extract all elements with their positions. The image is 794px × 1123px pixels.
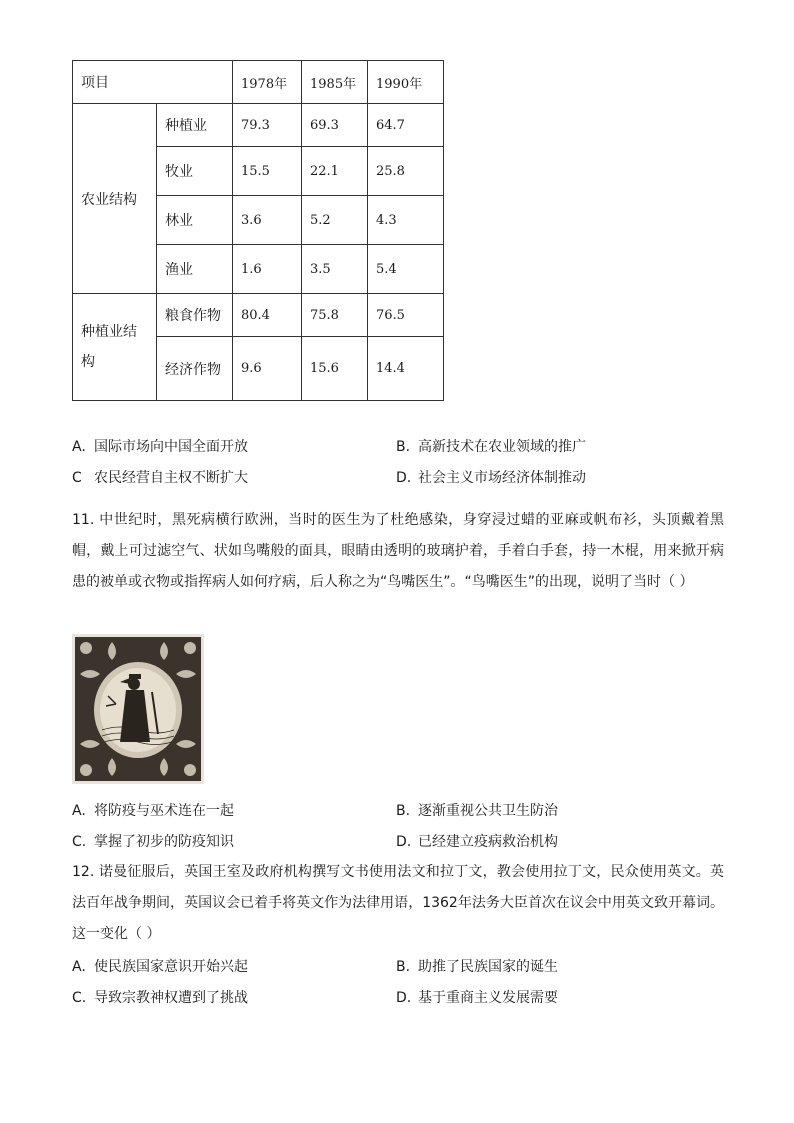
value-cell: 14.4 <box>368 337 444 401</box>
q12-option-d[interactable] <box>396 987 558 1007</box>
option-text: 逐渐重视公共卫生防治 <box>418 803 558 819</box>
q10-option-d[interactable] <box>396 467 586 487</box>
value-cell: 4.3 <box>368 196 444 245</box>
option-text: 国际市场向中国全面开放 <box>94 439 248 455</box>
group-label-line: 种植业结 <box>81 324 137 340</box>
option-text: 将防疫与巫术连在一起 <box>94 803 234 819</box>
item-cell: 牧业 <box>157 147 233 196</box>
option-text: 社会主义市场经济体制推动 <box>418 470 586 486</box>
option-text: 掌握了初步的防疫知识 <box>94 834 234 850</box>
value-cell: 64.7 <box>368 104 444 147</box>
q11-option-a[interactable] <box>72 800 234 820</box>
q11-option-d[interactable] <box>396 831 558 851</box>
value-cell: 5.4 <box>368 245 444 294</box>
item-cell: 种植业 <box>157 104 233 147</box>
option-key: D. <box>396 834 412 850</box>
option-key: D. <box>396 470 412 486</box>
value-cell: 15.5 <box>233 147 302 196</box>
value-cell: 22.1 <box>302 147 368 196</box>
value-cell: 76.5 <box>368 294 444 337</box>
beak-doctor-woodcut-image <box>72 634 204 784</box>
q12-option-a[interactable] <box>72 956 248 976</box>
q12-option-b[interactable] <box>396 956 558 976</box>
q12-option-c[interactable] <box>72 987 248 1007</box>
value-cell: 5.2 <box>302 196 368 245</box>
item-cell: 经济作物 <box>157 337 233 401</box>
group-label-line: 构 <box>81 354 95 370</box>
option-key: B. <box>396 439 411 455</box>
option-key: A. <box>72 959 86 975</box>
option-key: D. <box>396 990 412 1006</box>
header-cell: 1985年 <box>302 61 368 104</box>
value-cell: 3.5 <box>302 245 368 294</box>
option-text: 基于重商主义发展需要 <box>418 990 558 1006</box>
q11-option-b[interactable] <box>396 800 558 820</box>
value-cell: 25.8 <box>368 147 444 196</box>
option-key: C. <box>72 834 87 850</box>
option-key: A. <box>72 803 86 819</box>
group-label <box>73 294 157 401</box>
value-cell: 1.6 <box>233 245 302 294</box>
question-11-text: 11. 中世纪时，黑死病横行欧洲，当时的医生为了杜绝感染，身穿浸过蜡的亚麻或帆布衫，头顶戴着黑帽，戴上可过滤空气、状如鸟嘴般的面具，眼睛由透明的玻璃护着，手着白手套，持一木棍，用来掀开病患的被单或衣物或指挥病人如何疗病，后人称之为“鸟嘴医生”。“鸟嘴医生”的出现，说明了当时（ ） <box>72 512 724 590</box>
value-cell: 15.6 <box>302 337 368 401</box>
q11-option-c[interactable] <box>72 831 234 851</box>
option-text: 农民经营自主权不断扩大 <box>94 470 248 486</box>
header-cell: 项目 <box>73 61 233 104</box>
option-text: 高新技术在农业领域的推广 <box>418 439 586 455</box>
q10-option-a[interactable] <box>72 436 248 456</box>
item-cell: 粮食作物 <box>157 294 233 337</box>
value-cell: 9.6 <box>233 337 302 401</box>
option-key: C <box>72 470 82 486</box>
value-cell: 79.3 <box>233 104 302 147</box>
value-cell: 80.4 <box>233 294 302 337</box>
question-12-text: 12. 诺曼征服后，英国王室及政府机构撰写文书使用法文和拉丁文，教会使用拉丁文，民众使用英文。英法百年战争期间，英国议会已着手将英文作为法律用语，1362年法务大臣首次在议会中用英文致开幕词。这一变化（ ） <box>72 864 724 942</box>
option-text: 导致宗教神权遭到了挑战 <box>94 990 248 1006</box>
table-header-row <box>73 61 444 104</box>
value-cell: 3.6 <box>233 196 302 245</box>
option-key: B. <box>396 959 411 975</box>
value-cell: 75.8 <box>302 294 368 337</box>
table-row <box>73 294 444 337</box>
header-cell: 1990年 <box>368 61 444 104</box>
header-cell: 1978年 <box>233 61 302 104</box>
q10-option-c[interactable] <box>72 467 248 487</box>
value-cell: 69.3 <box>302 104 368 147</box>
option-key: C. <box>72 990 87 1006</box>
table-row <box>73 104 444 147</box>
option-key: A. <box>72 439 86 455</box>
item-cell: 林业 <box>157 196 233 245</box>
group-label: 农业结构 <box>73 104 157 294</box>
item-cell: 渔业 <box>157 245 233 294</box>
option-key: B. <box>396 803 411 819</box>
option-text: 使民族国家意识开始兴起 <box>94 959 248 975</box>
agriculture-structure-table <box>72 60 444 401</box>
option-text: 已经建立疫病救治机构 <box>418 834 558 850</box>
q10-option-b[interactable] <box>396 436 586 456</box>
option-text: 助推了民族国家的诞生 <box>418 959 558 975</box>
